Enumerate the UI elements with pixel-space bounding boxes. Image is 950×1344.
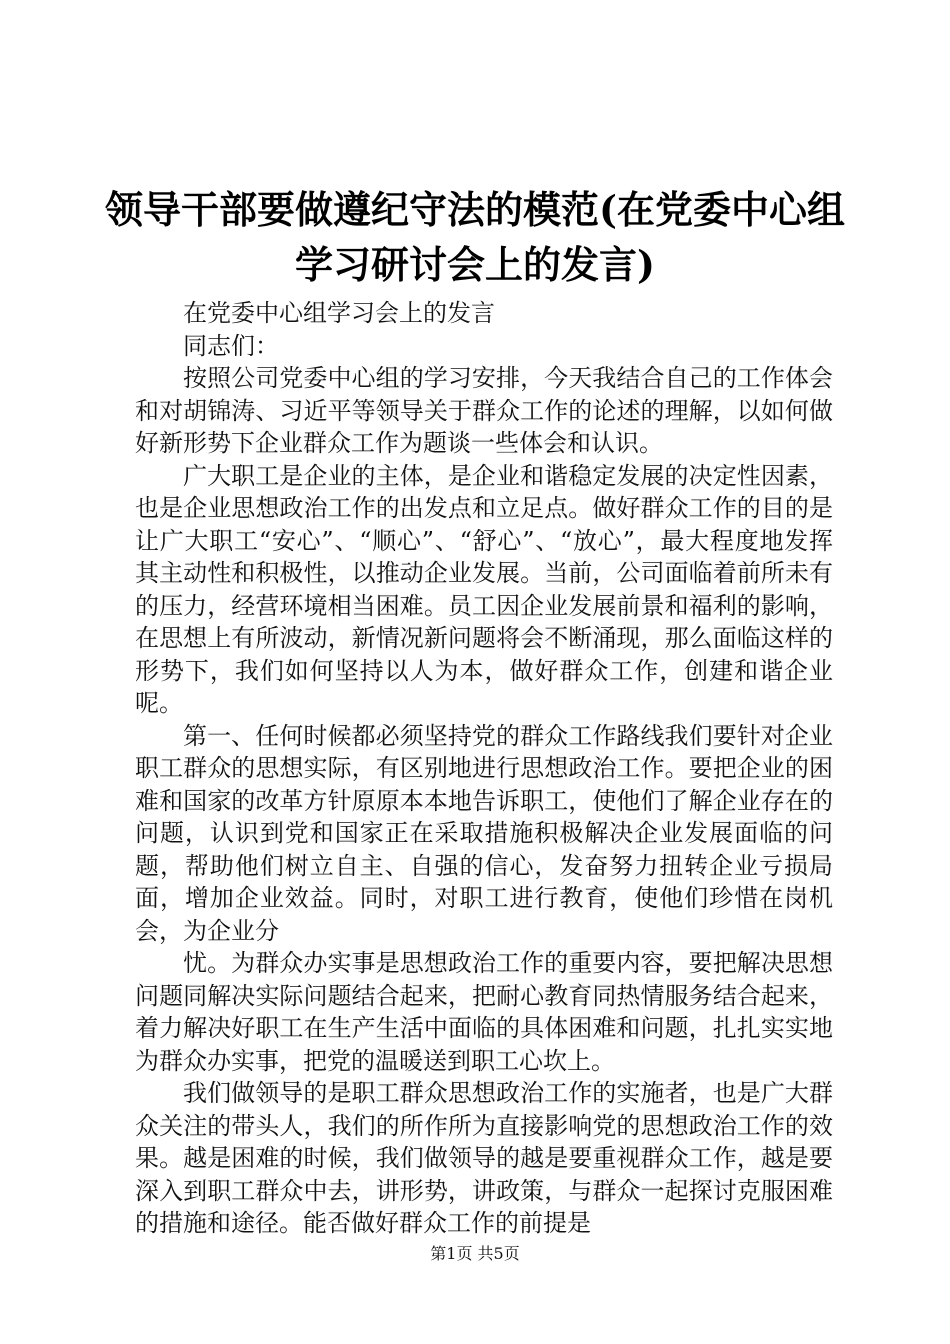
document-body: [135, 297, 833, 1240]
document-title: 领导干部要做遵纪守法的模范(在党委中心组学习研讨会上的发言): [105, 187, 845, 287]
page-footer: 第1页 共5页: [430, 1244, 520, 1263]
paragraph-intro-heading: 在党委中心组学习会上的发言: [183, 299, 495, 327]
paragraph-4: 忧。为群众办实事是思想政治工作的重要内容，要把解决思想问题同解决实际问题结合起来，把耐心教育同热情服务结合起来，着力解决好职工在生产生活中面临的具体困难和问题，扎扎实实地为群众办实事，把党的温暖送到职工心坎上。: [135, 949, 833, 1075]
paragraph-2: 广大职工是企业的主体，是企业和谐稳定发展的决定性因素，也是企业思想政治工作的出发点和立足点。做好群众工作的目的是让广大职工“安心”、“顺心”、“舒心”、“放心”，最大程度地发挥其主动性和积极性，以推动企业发展。当前，公司面临着前所未有的压力，经营环境相当困难。员工因企业发展前景和福利的影响，在思想上有所波动，新情况新问题将会不断涌现，那么面临这样的形势下，我们如何坚持以人为本，做好群众工作，创建和谐企业呢。: [135, 461, 833, 717]
paragraph-salutation: 同志们：: [183, 331, 279, 360]
paragraph-3: 第一、任何时候都必须坚持党的群众工作路线我们要针对企业职工群众的思想实际，有区别地进行思想政治工作。要把企业的困难和国家的改革方针原原本本地告诉职工，使他们了解企业存在的问题，认识到党和国家正在采取措施积极解决企业发展面临的问题，帮助他们树立自主、自强的信心，发奋努力扭转企业亏损局面，增加企业效益。同时，对职工进行教育，使他们珍惜在岗机会，为企业分: [135, 721, 833, 945]
paragraph-1: 按照公司党委中心组的学习安排，今天我结合自己的工作体会和对胡锦涛、习近平等领导关于群众工作的论述的理解，以如何做好新形势下企业群众工作为题谈一些体会和认识。: [135, 364, 833, 457]
paragraph-5: 我们做领导的是职工群众思想政治工作的实施者，也是广大群众关注的带头人，我们的所作所为直接影响党的思想政治工作的效果。越是困难的时候，我们做领导的越是要重视群众工作，越是要深入到职工群众中去，讲形势，讲政策，与群众一起探讨克服困难的措施和途径。能否做好群众工作的前提是: [135, 1079, 833, 1237]
